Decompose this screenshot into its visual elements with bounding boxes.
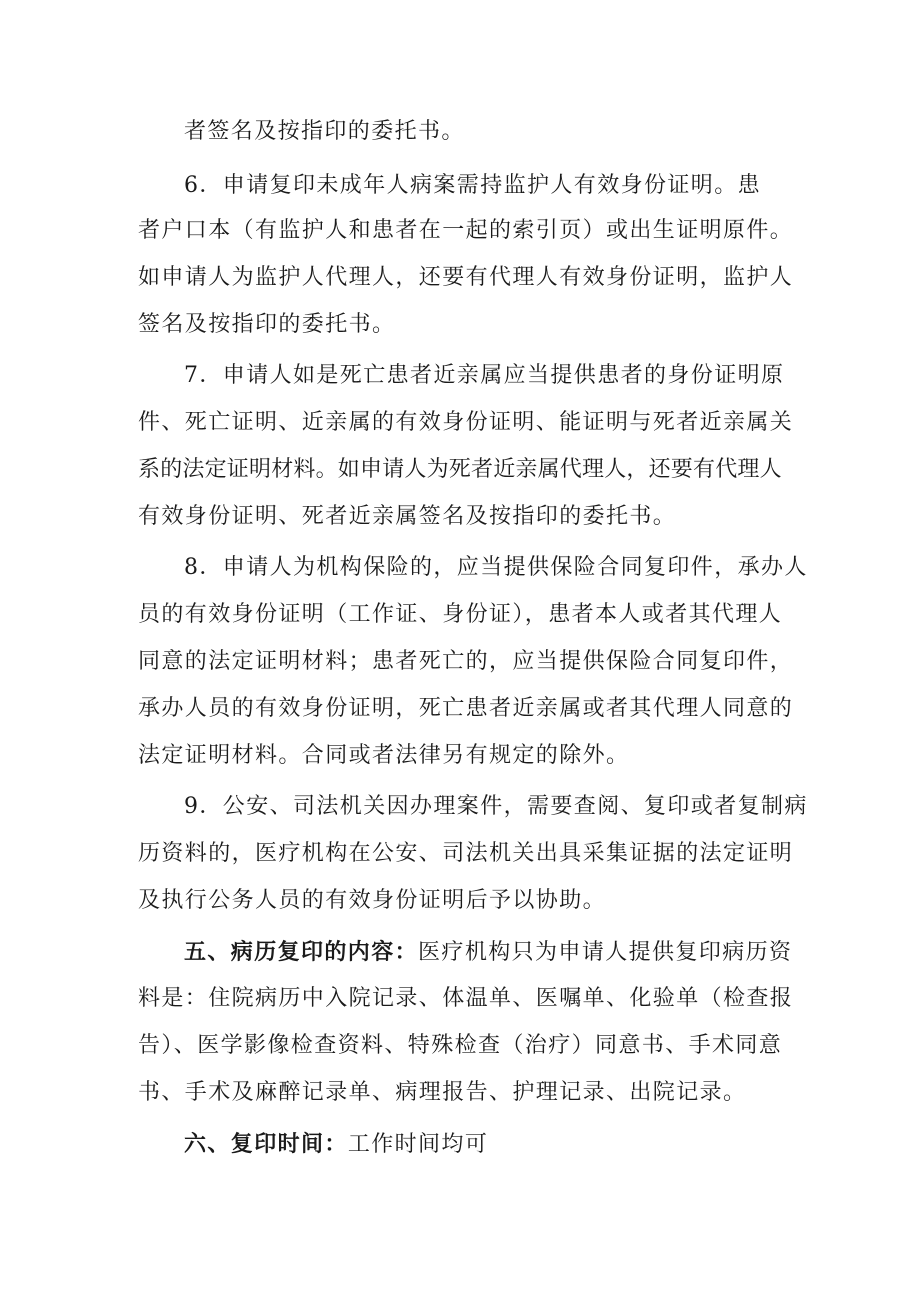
paragraph-line: 7．申请人如是死亡患者近亲属应当提供患者的身份证明原 (184, 363, 785, 388)
section-6-heading: 六、复印时间： (184, 1131, 348, 1157)
paragraph-line: 9．公安、司法机关因办理案件，需要查阅、复印或者复制病 (184, 794, 808, 819)
paragraph-line: 者签名及按指印的委托书。 (184, 119, 465, 144)
paragraph-line: 同意的法定证明材料；患者死亡的，应当提供保险合同复印件， (138, 649, 794, 674)
paragraph-line: 签名及按指印的委托书。 (138, 312, 396, 337)
paragraph-line: 如申请人为监护人代理人，还要有代理人有效身份证明，监护人 (138, 265, 794, 290)
paragraph-line: 料是：住院病历中入院记录、体温单、医嘱单、化验单（检查报 (138, 986, 794, 1011)
section-5-text: 医疗机构只为申请人提供复印病历资 (418, 940, 793, 965)
paragraph-line: 告）、医学影像检查资料、特殊检查（治疗）同意书、手术同意 (138, 1033, 783, 1058)
section-5-first-line (184, 937, 792, 968)
paragraph-line: 件、死亡证明、近亲属的有效身份证明、能证明与死者近亲属关 (138, 410, 794, 435)
paragraph-line: 书、手术及麻醉记录单、病理报告、护理记录、出院记录。 (138, 1080, 747, 1105)
paragraph-line: 员的有效身份证明（工作证、身份证），患者本人或者其代理人 (138, 602, 783, 627)
paragraph-line: 有效身份证明、死者近亲属签名及按指印的委托书。 (138, 504, 677, 529)
section-6-line (184, 1129, 488, 1160)
section-5-heading: 五、病历复印的内容： (184, 939, 419, 965)
section-6-text: 工作时间均可 (347, 1132, 489, 1157)
paragraph-line: 8．申请人为机构保险的，应当提供保险合同复印件，承办人 (184, 555, 808, 580)
paragraph-line: 法定证明材料。合同或者法律另有规定的除外。 (138, 743, 630, 768)
paragraph-line: 历资料的，医疗机构在公安、司法机关出具采集证据的法定证明 (138, 841, 794, 866)
paragraph-line: 者户口本（有监护人和患者在一起的索引页）或出生证明原件。 (138, 218, 794, 243)
paragraph-line: 承办人员的有效身份证明，死亡患者近亲属或者其代理人同意的 (138, 696, 794, 721)
paragraph-line: 系的法定证明材料。如申请人为死者近亲属代理人，还要有代理人 (138, 457, 782, 482)
paragraph-line: 及执行公务人员的有效身份证明后予以协助。 (138, 888, 607, 913)
paragraph-line: 6．申请复印未成年人病案需持监护人有效身份证明。患 (184, 173, 761, 198)
